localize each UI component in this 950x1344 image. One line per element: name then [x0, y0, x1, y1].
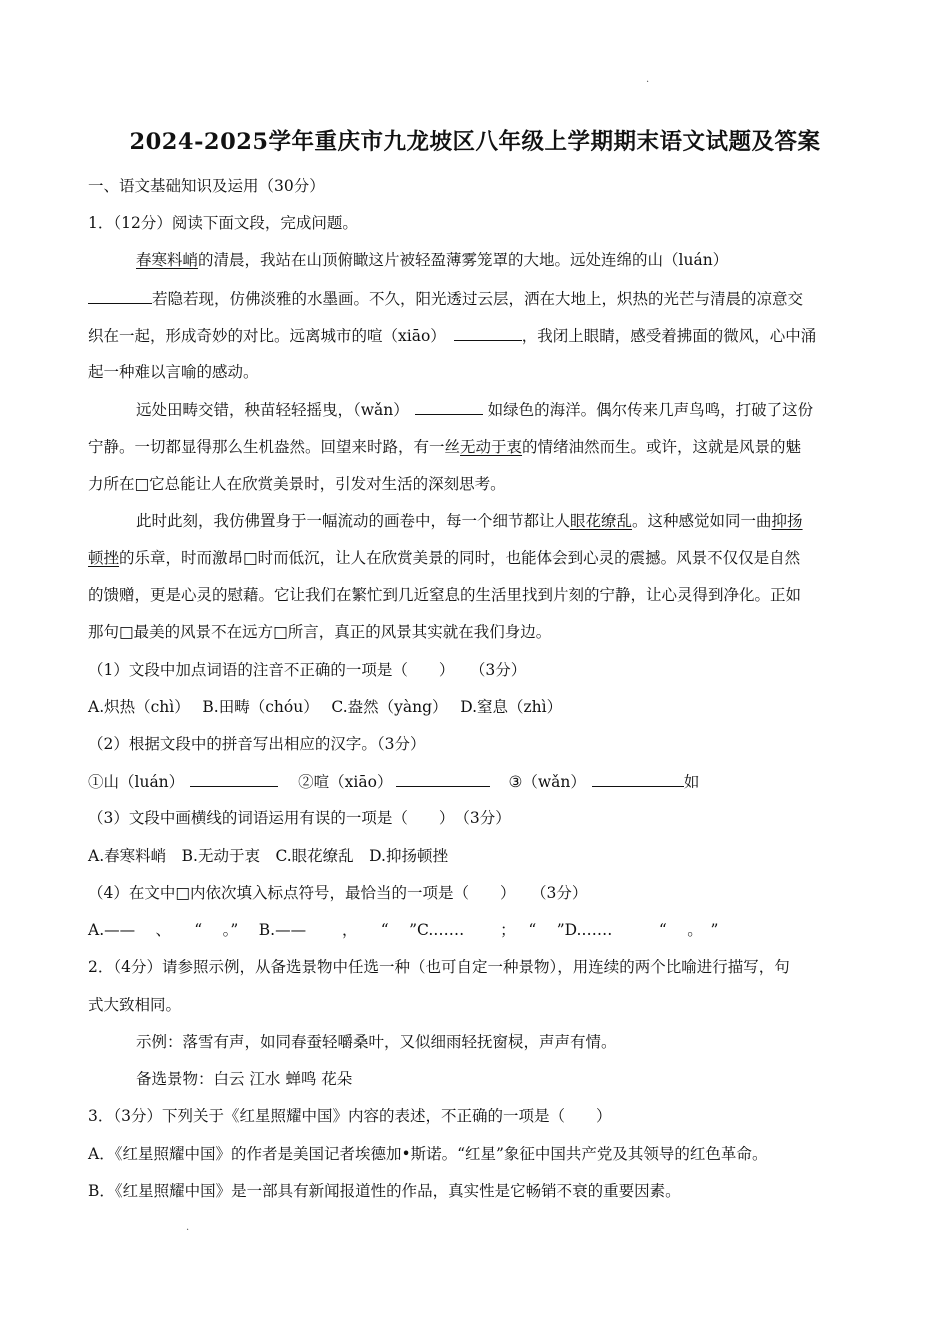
underlined-term: 顿挫	[88, 549, 120, 567]
sub-question-3: （3）文段中画横线的词语运用有误的一项是（ ） （3分）	[88, 809, 511, 827]
underlined-term: 无动于衷	[460, 438, 523, 456]
sub-question-1: （1）文段中加点词语的注音不正确的一项是（ ） （3分）	[88, 661, 527, 679]
underlined-term: 眼花缭乱	[570, 512, 633, 530]
question-2-line2: 式大致相同。	[88, 996, 182, 1014]
passage-p3-line1: 此时此刻，我仿佛置身于一幅流动的画卷中，每一个细节都让人眼花缭乱。这种感觉如同一曲抑扬	[136, 512, 803, 530]
sub-question-2-blanks: ①山（luán） ②喧（xiāo） ③（wǎn） 如	[88, 773, 700, 791]
sub-question-1-options: A.炽热（chì） B.田畴（chóu） C.盎然（yàng） D.窒息（zhì）	[88, 698, 563, 716]
passage-p2-line1: 远处田畴交错，秧苗轻轻摇曳，（wǎn） 如绿色的海洋。偶尔传来几声鸟鸣，打破了这份	[136, 401, 814, 419]
question-3-stem: 3．（3分）下列关于《红星照耀中国》内容的表述，不正确的一项是（ ）	[88, 1107, 612, 1125]
question-2-line1: 2．（4分）请参照示例，从备选景物中任选一种（也可自定一种景物），用连续的两个比喻进行描写，句	[88, 958, 790, 976]
passage-p2-line3: 力所在□它总能让人在欣赏美景时，引发对生活的深刻思考。	[88, 475, 506, 493]
passage-p1-line3: 织在一起，形成奇妙的对比。远离城市的喧（xiāo） ，我闭上眼睛，感受着拂面的微风，心中涌	[88, 327, 817, 345]
question-3-option-a: A．《红星照耀中国》的作者是美国记者埃德加•斯诺。“红星”象征中国共产党及其领导的红色革命。	[88, 1145, 768, 1163]
passage-p1-line4: 起一种难以言喻的感动。	[88, 363, 259, 381]
answer-blank[interactable]	[88, 288, 152, 304]
answer-blank[interactable]	[396, 771, 490, 787]
question-1-stem: 1．（12分）阅读下面文段，完成问题。	[88, 214, 358, 232]
underlined-term: 抑扬	[771, 512, 803, 530]
passage-p3-line4: 那句□最美的风景不在远方□所言，真正的风景其实就在我们身边。	[88, 623, 552, 641]
passage-p1-line2: 若隐若现，仿佛淡雅的水墨画。不久，阳光透过云层，洒在大地上，炽热的光芒与清晨的凉意交	[88, 288, 868, 309]
passage-p3-line2: 顿挫的乐章，时而激昂□时而低沉，让人在欣赏美景的同时，也能体会到心灵的震撼。风景不仅仅是自然	[88, 549, 801, 567]
sub-question-3-options: A.春寒料峭 B.无动于衷 C.眼花缭乱 D.抑扬顿挫	[88, 847, 448, 865]
question-3-option-b: B．《红星照耀中国》是一部具有新闻报道性的作品，真实性是它畅销不衰的重要因素。	[88, 1182, 681, 1200]
sub-question-4-options: A.—— 、 “ 。” B.—— ， “ ”C.…… ； “ ”D.…… “ 。 ”	[88, 921, 719, 939]
passage-p2-line2: 宁静。一切都显得那么生机盎然。回望来时路，有一丝无动于衷的情绪油然而生。或许，这就是风景的魅	[88, 438, 802, 456]
answer-blank[interactable]	[454, 325, 522, 341]
answer-blank[interactable]	[415, 399, 483, 415]
decorative-dot: .	[646, 74, 650, 85]
sub-question-2: （2）根据文段中的拼音写出相应的汉字。（3分）	[88, 735, 426, 753]
answer-blank[interactable]	[592, 771, 684, 787]
decorative-dot: .	[186, 1222, 190, 1233]
section-heading: 一、语文基础知识及运用（30分）	[88, 177, 325, 195]
underlined-term: 春寒料峭	[136, 251, 199, 269]
page-title: 2024-2025学年重庆市九龙坡区八年级上学期期末语文试题及答案	[129, 129, 821, 155]
answer-blank[interactable]	[190, 771, 278, 787]
passage-p3-line3: 的馈赠，更是心灵的慰藉。它让我们在繁忙到几近窒息的生活里找到片刻的宁静，让心灵得到净化。正如	[88, 586, 802, 604]
question-2-options: 备选景物：白云 江水 蝉鸣 花朵	[136, 1070, 353, 1088]
passage-p1-line1: 春寒料峭的清晨，我站在山顶俯瞰这片被轻盈薄雾笼罩的大地。远处连绵的山（luán）	[136, 251, 729, 269]
question-2-example: 示例：落雪有声，如同春蚕轻嚼桑叶，又似细雨轻抚窗棂，声声有情。	[136, 1033, 617, 1051]
sub-question-4: （4）在文中□内依次填入标点符号，最恰当的一项是（ ） （3分）	[88, 884, 588, 902]
